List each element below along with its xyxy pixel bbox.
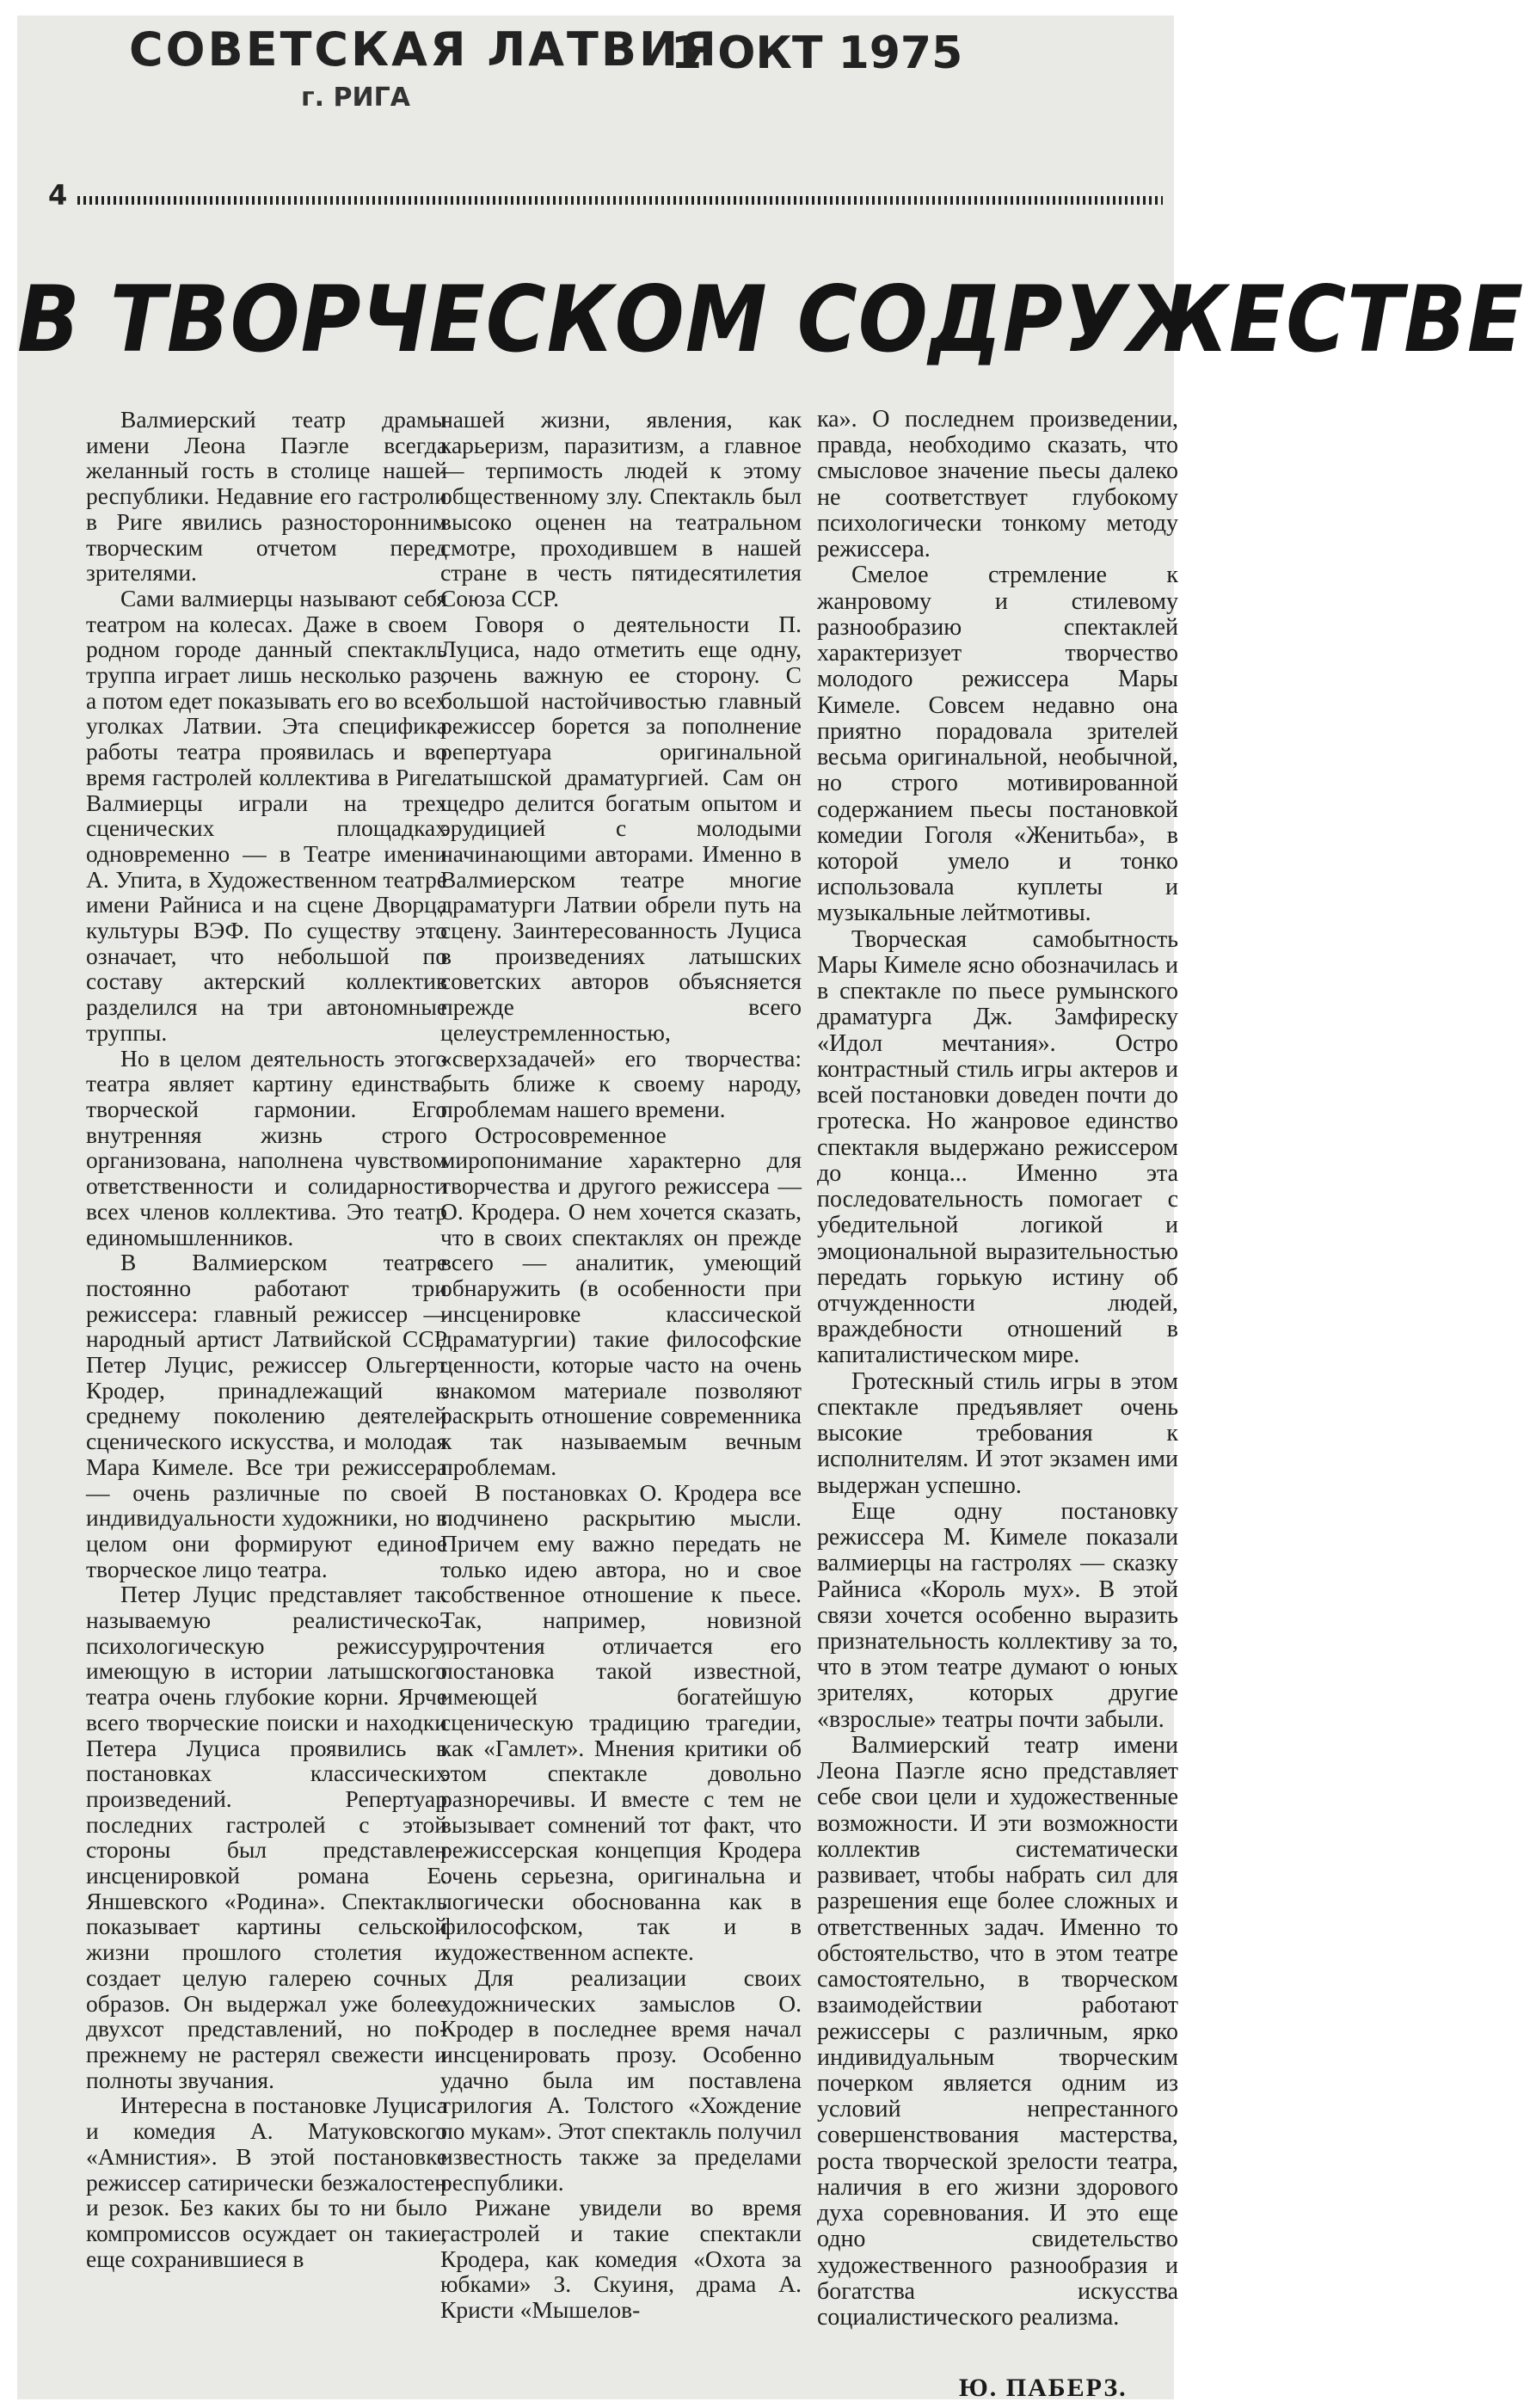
paragraph: Гротескный стиль игры в этом спектакле предъявляет очень высокие требования к исполнителям. И этот экзамен ими выдержан успешно.: [817, 1367, 1178, 1499]
paragraph: Рижане увидели во время гастролей и такие спектакли Кродера, как комедия «Охота за юбками» З. Скуиня, драма А. Кристи «Мышелов-: [440, 2194, 802, 2324]
paragraph: Смелое стремление к жанровому и стилевому разнообразию спектаклей характеризует творчество молодого режиссера Мары Кимеле. Совсем недавно она приятно порадовала зрителей весьма оригинальной, необычной, но строго мотивированной содержанием пьесы постановкой комедии Гоголя «Женитьба», в которой умело и тонко использовала куплеты и музыкальные лейтмотивы.: [817, 562, 1178, 927]
paragraph: Валмиерский театр имени Леона Паэгле ясно представляет себе свои цели и художественные возможности. И эти возможности коллектив систематически развивает, чтобы набрать сил для разрешения еще более сложных и ответственных задач. Именно то обстоятельство, что в этом театре самостоятельно, в творческом взаимодействии работают режиссеры с различным, ярко индивидуальным творческим почерком является одним из условий непрестанного совершенствования мастерства, роста творческой зрелости театра, наличия в его жизни здорового духа соревнования. И это еще одно свидетельство художественного разнообразия и богатства искусства социалистического реализма.: [817, 1731, 1178, 2331]
paragraph: Петер Луцис представляет так называемую реалистическо-психологическую режиссуру, имеющую в истории латышского театра очень глубокие корни. Ярче всего творческие поиски и находки Петера Луциса проявились в постановках классических произведений. Репертуар последних гастролей с этой стороны был представлен инсценировкой романа Е. Яншевского «Родина». Спектакль показывает картины сельской жизни прошлого столетия и создает целую галерею сочных образов. Он выдержал уже более двухсот представлений, но по-прежнему не растерял свежести и полноты звучания.: [86, 1581, 447, 2093]
article-headline: В ТВОРЧЕСКОМ СОДРУЖЕСТВЕ: [17, 267, 1524, 372]
page-number: 4: [48, 179, 68, 212]
paragraph: Сами валмиерцы называют себя театром на колесах. Даже в своем родном городе данный спектакль труппа играет лишь несколько раз, а потом едет показывать его во всех уголках Латвии. Эта специфика работы театра проявилась и во время гастролей коллектива в Риге. Валмиерцы играли на трех сценических площадках одновременно — в Театре имени А. Упита, в Художественном театре имени Райниса и на сцене Дворца культуры ВЭФ. По существу это означает, что небольшой по составу актерский коллектив разделился на три автономные труппы.: [86, 584, 447, 1046]
paragraph: нашей жизни, явления, как карьеризм, паразитизм, а главное — терпимость людей к этому общественному злу. Спектакль был высоко оценен на театральном смотре, проходившем в нашей стране в честь пятидесятилетия Союза ССР.: [440, 406, 802, 611]
article-column-1: [86, 407, 447, 2271]
paragraph: Но в целом деятельность этого театра являет картину единства, творческой гармонии. Его внутренняя жизнь строго организована, наполнена чувством ответственности и солидарности всех членов коллектива. Это театр единомышленников.: [86, 1044, 447, 1250]
paragraph: В постановках О. Кродера все подчинено раскрытию мысли. Причем ему важно передать не только идею автора, но и свое собственное отношение к пьесе. Так, например, новизной прочтения отличается его постановка такой известной, имеющей богатейшую сценическую традицию трагедии, как «Гамлет». Мнения критики об этом спектакле довольно разноречивы. И вместе с тем не вызывает сомнений тот факт, что режиссерская концепция Кродера очень серьезна, оригинальна и логически обоснованна как в философском, так и в художественном аспекте.: [440, 1478, 802, 1966]
paragraph: Для реализации своих художнических замыслов О. Кродер в последнее время начал инсценировать прозу. Особенно удачно была им поставлена трилогия А. Толстого «Хождение по мукам». Этот спектакль получил известность также за пределами республики.: [440, 1963, 802, 2196]
article-column-3: [817, 407, 1178, 2331]
newspaper-name-stamp: СОВЕТСКАЯ ЛАТВИЯ: [129, 22, 719, 77]
newspaper-clipping: [17, 15, 1524, 2402]
paragraph: Еще одну постановку режиссера М. Кимеле показали валмиерцы на гастролях — сказку Райниса «Король мух». В этой связи хочется особенно выразить признательность коллективу за то, что в этом театре думают о юных зрителях, которых другие «взрослые» театры почти забыли.: [817, 1497, 1178, 1733]
paragraph: В Валмиерском театре постоянно работают три режиссера: главный режиссер — народный артист Латвийской ССР Петер Луцис, режиссер Ольгерт Кродер, принадлежащий к среднему поколению деятелей сценического искусства, и молодая Мара Кимеле. Все три режиссера — очень различные по своей индивидуальности художники, но в целом они формируют единое творческое лицо театра.: [86, 1249, 447, 1582]
article-column-2: [440, 407, 802, 2323]
dotted-rule: [77, 196, 1163, 205]
paragraph: Творческая самобытность Мары Кимеле ясно обозначилась и в спектакле по пьесе румынского драматурга Дж. Замфиреску «Идол мечтания». Остро контрастный стиль игры актеров и всей постановки доведен почти до гротеска. Но жанровое единство спектакля выдержано режиссером до конца... Именно эта последовательность помогает с убедительной логикой и эмоциональной выразительностью передать горькую истину об отчужденности людей, враждебности отношений в капиталистическом мире.: [817, 925, 1178, 1369]
paragraph: Говоря о деятельности П. Луциса, надо отметить еще одну, очень важную ее сторону. С большой настойчивостью главный режиссер борется за пополнение репертуара оригинальной латышской драматургией. Сам он щедро делится богатым опытом и эрудицией с молодыми начинающими авторами. Именно в Валмиерском театре многие драматурги Латвии обрели путь на сцену. Заинтересованность Луциса в произведениях латышских советских авторов объясняется прежде всего целеустремленностью, «сверхзадачей» его творчества: быть ближе к своему народу, проблемам нашего времени.: [440, 610, 802, 1122]
paragraph: Остросовременное миропонимание характерно для творчества и другого режиссера — О. Кродера. О нем хочется сказать, что в своих спектаклях он прежде всего — аналитик, умеющий обнаружить (в особенности при инсценировке классической драматургии) такие философские ценности, которые часто на очень знакомом материале позволяют раскрыть отношение современника к так называемым вечным проблемам.: [440, 1121, 802, 1480]
city-stamp: г. РИГА: [301, 83, 410, 113]
date-stamp: 1 ОКТ 1975: [671, 28, 963, 79]
paragraph: Интересна в постановке Луциса и комедия А. Матуковского «Амнистия». В этой постановке режиссер сатирически безжалостен и резок. Без каких бы то ни было компромиссов осуждает он такие, еще сохранившиеся в: [86, 2092, 447, 2272]
author-signature: Ю. ПАБЕРЗ.: [959, 2374, 1128, 2402]
paragraph: Валмиерский театр драмы имени Леона Паэгле всегда желанный гость в столице нашей республики. Недавние его гастроли в Риге явились разносторонним творческим отчетом перед зрителями.: [86, 406, 447, 587]
paragraph: ка». О последнем произведении, правда, необходимо сказать, что смысловое значение пьесы далеко не соответствует глубокому психологически тонкому методу режиссера.: [817, 406, 1178, 563]
